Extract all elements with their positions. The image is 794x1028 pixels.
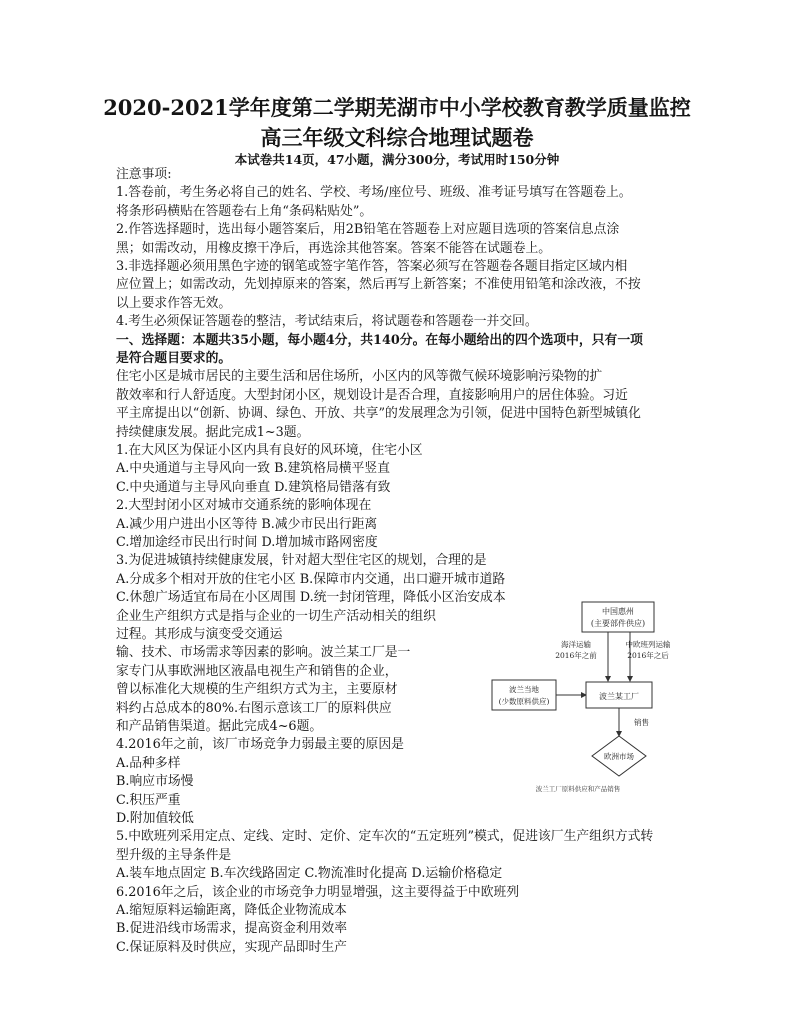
text-line: B.促进沿线市场需求，提高资金利用效率 [116, 921, 348, 937]
text-line: A.缩短原料运输距离，降低企业物流成本 [116, 903, 347, 918]
text-line: 住宅小区是城市居民的主要生活和居住场所，小区内的风等微气候环境影响污染物的扩 [116, 369, 603, 385]
poland-local-text2: (少数原料供应) [498, 697, 550, 706]
text-line: 2.大型封闭小区对城市交通系统的影响体现在 [116, 498, 372, 514]
text-line: 曾以标准化大规模的生产组织方式为主，主要原材 [116, 682, 398, 698]
text-line: 应位置上；如需改动，先划掉原来的答案，然后再写上新答案；不准使用铅笔和涂改液，不按 [116, 277, 641, 293]
text-line: 是符合题目要求的。 [116, 351, 232, 366]
text-line: C.保证原料及时供应，实现产品即时生产 [116, 939, 347, 955]
text-line: A.中央通道与主导风向一致 B.建筑格局横平竖直 [116, 461, 390, 477]
text-line: 4.考生必须保证答题卷的整洁，考试结束后，将试题卷和答题卷一并交回。 [116, 314, 538, 330]
text-line: 型升级的主导条件是 [116, 847, 232, 863]
text-line: A.品种多样 [116, 755, 181, 771]
text-line: D.附加值较低 [116, 811, 194, 826]
text-line: 黑；如需改动，用橡皮擦干净后，再选涂其他答案。答案不能答在试题卷上。 [116, 240, 552, 256]
factory-text: 波兰某工厂 [599, 692, 639, 701]
supply-chain-diagram [490, 598, 670, 793]
sea-label1: 海洋运输 [561, 640, 591, 649]
text-line: 注意事项: [116, 167, 172, 182]
text-line: 输、技术、市场需求等因素的影响。波兰某工厂是一 [116, 645, 411, 661]
text-line: 家专门从事欧洲地区液晶电视生产和销售的企业， [116, 663, 398, 679]
text-line: A.分成多个相对开放的住宅小区 B.保障市内交通，出口避开城市道路 [116, 571, 506, 587]
rail-label2: 2016年之后 [627, 651, 669, 660]
text-line: 1.答卷前，考生务必将自己的姓名、学校、考场/座位号、班级、准考证号填写在答题卷上。 [116, 185, 632, 201]
text-line: 散效率和行人舒适度。大型封闭小区，规划设计是否合理，直接影响用户的居住体验。习近 [116, 387, 628, 403]
text-line: 5.中欧班列采用定点、定线、定时、定价、定车次的“五定班列”模式，促进该厂生产组织方式转 [116, 829, 654, 845]
sale-label: 销售 [634, 718, 649, 727]
text-line: C.增加途经市民出行时间 D.增加城市路网密度 [116, 535, 378, 550]
text-line: 企业生产组织方式是指与企业的一切生产活动相关的组织 [116, 608, 436, 624]
text-line: A.减少用户进出小区等待 B.减少市民出行距离 [116, 516, 378, 532]
sea-label2: 2016年之前 [555, 651, 597, 660]
text-line: 一、选择题：本题共35小题，每小题4分，共140分。在每小题给出的四个选项中，只有一项 [116, 332, 643, 348]
text-line: 将条形码横贴在答题卷右上角“条码粘贴处”。 [116, 203, 373, 219]
china-box-text1: 中国惠州 [602, 607, 634, 616]
exam-title-line2: 高三年级文科综合地理试题卷 [260, 125, 534, 150]
text-line: A.装车地点固定 B.车次线路固定 C.物流准时化提高 D.运输价格稳定 [116, 866, 503, 882]
text-line: C.休憩广场适宜布局在小区周围 D.统一封闭管理，降低小区治安成本 [116, 590, 506, 606]
text-line: C.中央通道与主导风向垂直 D.建筑格局错落有致 [116, 479, 391, 495]
text-line: C.积压严重 [116, 792, 181, 808]
text-line: 3.为促进城镇持续健康发展，针对超大型住宅区的规划，合理的是 [116, 553, 487, 569]
rail-label1: 中欧班列运输 [625, 640, 670, 649]
text-line: 1.在大风区为保证小区内具有良好的风环境，住宅小区 [116, 443, 423, 458]
china-box-text2: (主要部件供应) [590, 619, 646, 628]
text-line: 和产品销售渠道。据此完成4~6题。 [116, 719, 323, 734]
text-line: B.响应市场慢 [116, 774, 194, 790]
text-line: 平主席提出以“创新、协调、绿色、开放、共享”的发展理念为引领，促进中国特色新型城镇化 [116, 406, 641, 422]
text-line: 3.非选择题必须用黑色字迹的钢笔或签字笔作答，答案必须写在答题卷各题目指定区域内相 [116, 259, 628, 274]
text-line: 4.2016年之前，该厂市场竞争力弱最主要的原因是 [116, 737, 404, 753]
text-line: 过程。其形成与演变受交通运 [116, 627, 283, 642]
text-line: 2.作答选择题时，选出每小题答案后，用2B铅笔在答题卷上对应题目选项的答案信息点涂 [116, 222, 620, 238]
text-line: 以上要求作答无效。 [116, 295, 232, 311]
diagram-caption: 波兰工厂原料供应和产品销售 [535, 785, 621, 793]
exam-subtitle: 本试卷共14页，47小题，满分300分，考试用时150分钟 [234, 152, 560, 167]
market-text: 欧洲市场 [604, 752, 634, 761]
text-line: 料约占总成本的80%.右图示意该工厂的原料供应 [116, 700, 392, 716]
text-line: 6.2016年之后，该企业的市场竞争力明显增强，这主要得益于中欧班列 [116, 884, 520, 900]
text-line: 持续健康发展。据此完成1~3题。 [116, 424, 310, 440]
exam-title-line1: 2020-2021学年度第二学期芜湖市中小学校教育教学质量监控 [103, 95, 691, 120]
poland-local-text1: 波兰当地 [509, 685, 539, 694]
